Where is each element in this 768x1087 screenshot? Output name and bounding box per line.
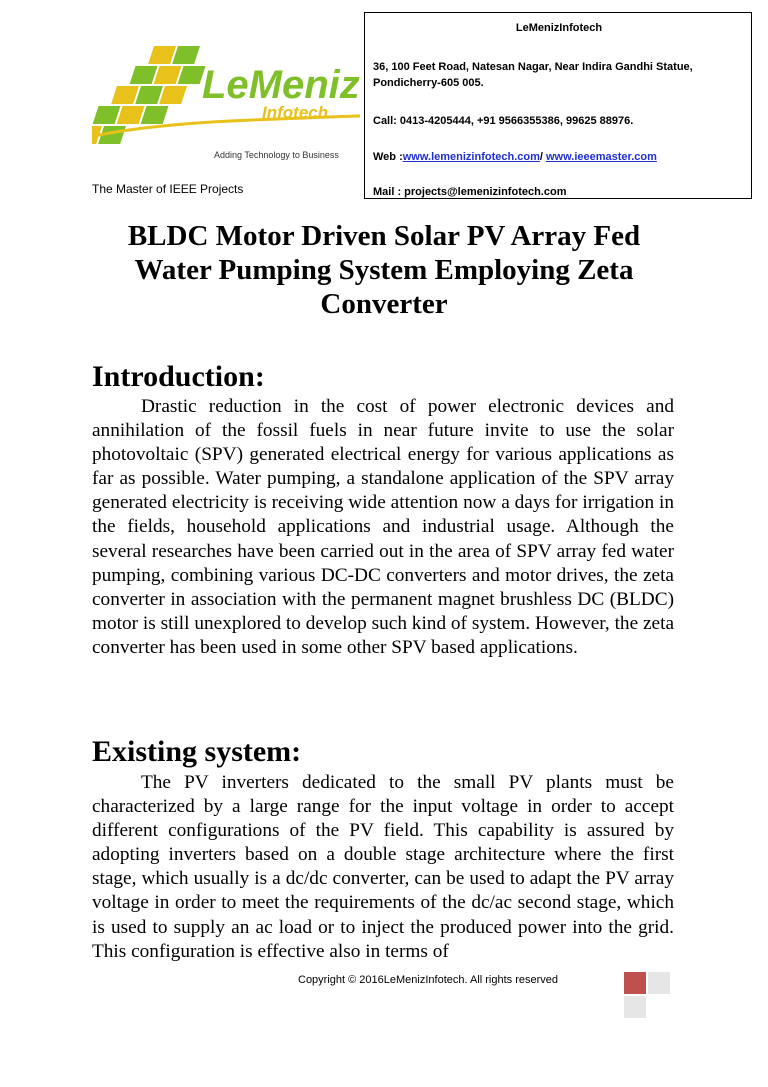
contact-web-separator: /	[539, 151, 546, 163]
section-heading-introduction: Introduction:	[92, 360, 265, 393]
tagline: The Master of IEEE Projects	[92, 182, 244, 196]
contact-web-label: Web :	[373, 151, 403, 163]
solar-panel-logo-icon	[92, 32, 362, 162]
corner-square-grey	[648, 972, 670, 994]
contact-mail: Mail : projects@lemenizinfotech.com	[373, 186, 567, 198]
corner-square-red	[624, 972, 646, 994]
logo-brand-sub: Infotech	[262, 103, 329, 122]
website-link-lemeniz[interactable]: www.lemenizinfotech.com	[402, 151, 540, 163]
logo-brand-name: LeMeniz	[202, 63, 360, 107]
footer-copyright: Copyright © 2016LeMenizInfotech. All rights reserved	[298, 974, 559, 986]
corner-square-grey	[624, 996, 646, 1018]
section-body-existing-system: The PV inverters dedicated to the small PV plants must be characterized by a large range for the input voltage in order to accept different configurations of the PV field. This capability is assured by adopting inverters based on a double stage architecture where the first stage, which usually is a dc/dc converter, can be used to adapt the PV array voltage in order to meet the requirements of the dc/ac second stage, which is used to supply an ac load or to inject the produced power into the grid. This configuration is effective also in terms of	[92, 772, 674, 962]
document-title: BLDC Motor Driven Solar PV Array Fed Water Pumping System Employing Zeta Converter	[127, 220, 641, 320]
logo-slogan: Adding Technology to Business	[214, 150, 339, 160]
section-heading-existing-system: Existing system:	[92, 735, 302, 768]
section-body-introduction: Drastic reduction in the cost of power electronic devices and annihilation of the fossil fuels in near future invite to use the solar photovoltaic (SPV) generated electrical energy for various applications as far as possible. Water pumping, a standalone application of the SPV array generated electricity is receiving wide attention now a days for irrigation in the fields, household applications and industrial usage. Although the several researches have been carried out in the area of SPV array fed water pumping, combining various DC-DC converters and motor drives, the zeta converter in association with the permanent magnet brushless DC (BLDC) motor is still unexplored to develop such kind of system. However, the zeta converter has been used in some other SPV based applications.	[92, 396, 674, 658]
contact-box	[364, 12, 752, 199]
contact-address: 36, 100 Feet Road, Natesan Nagar, Near Indira Gandhi Statue, Pondicherry-605 005.	[373, 61, 693, 89]
corner-decoration	[624, 972, 670, 1018]
contact-phone: Call: 0413-4205444, +91 9566355386, 99625 88976.	[373, 115, 634, 127]
website-link-ieeemaster[interactable]: www.ieeemaster.com	[546, 151, 657, 163]
contact-company: LeMenizInfotech	[515, 22, 603, 34]
contact-web	[373, 149, 745, 165]
company-logo	[92, 32, 362, 162]
